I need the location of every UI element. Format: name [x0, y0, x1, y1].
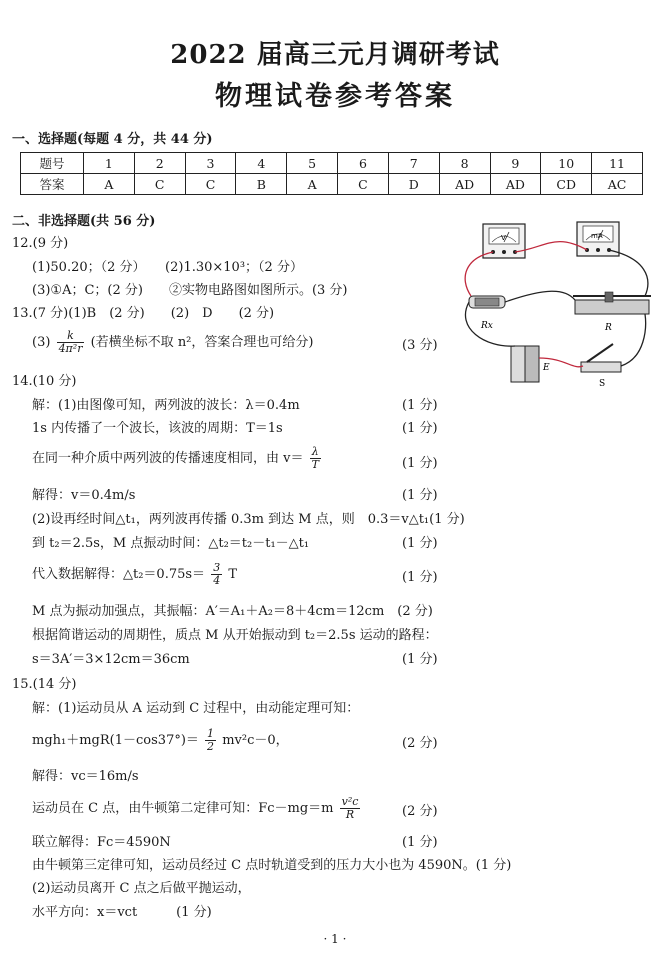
table-cell: 9: [490, 153, 541, 174]
table-cell: 5: [287, 153, 338, 174]
fraction-denominator: 4: [213, 574, 221, 587]
table-cell: A: [287, 174, 338, 195]
table-cell: C: [134, 174, 185, 195]
e-label: E: [543, 363, 550, 373]
q14-line1: 解：(1)由图像可知，两列波的波长：λ＝0.4m: [32, 398, 300, 413]
fraction-numerator: 3: [213, 561, 221, 574]
ammeter-label: mA: [591, 232, 603, 240]
q14-fraction-v: [310, 446, 321, 471]
table-cell: 4: [236, 153, 287, 174]
battery-icon: [511, 346, 550, 382]
q14-line4: 解得：v＝0.4m/s: [32, 488, 136, 503]
q15-line3: 解得：vc＝16m/s: [32, 769, 139, 784]
q14-line8: M 点为振动加强点，其振幅：A′＝A₁＋A₂＝8＋4cm＝12cm (2 分): [32, 604, 433, 619]
table-cell: 10: [541, 153, 592, 174]
q14-line5: (2)设再经时间△t₁，两列波再传播 0.3m 到达 M 点，则 0.3＝v△t₁(1 分): [32, 512, 465, 527]
switch-icon: [581, 344, 621, 389]
row-label: 题号: [21, 153, 84, 174]
q12-line2: (3)①A；C；(2 分) ②实物电路图如图所示。(3 分): [32, 283, 348, 298]
table-cell: C: [338, 174, 389, 195]
section2-heading: 二、非选择题(共 56 分): [12, 214, 156, 229]
q14-line9: 根据简谐运动的周期性，质点 M 从开始振动到 t₂＝2.5s 运动的路程：: [32, 628, 438, 643]
q12-line1: (1)50.20；（2 分） (2)1.30×10³；（2 分）: [32, 260, 303, 275]
fraction-denominator: 4π²r: [58, 342, 83, 355]
table-cell: 2: [134, 153, 185, 174]
q15-line1: 解：(1)运动员从 A 运动到 C 过程中，由动能定理可知：: [32, 701, 360, 716]
table-row-numbers: [21, 153, 643, 174]
q14-header: 14.(10 分): [12, 374, 77, 389]
fraction-numerator: k: [57, 330, 85, 343]
q14-score2: (1 分): [402, 421, 438, 436]
q14-score3: (1 分): [402, 456, 438, 471]
fraction-denominator: T: [311, 458, 319, 471]
q15-line4: [32, 796, 362, 821]
table-cell: AD: [490, 174, 541, 195]
q14-line7: [32, 562, 237, 587]
table-cell: CD: [541, 174, 592, 195]
table-cell: A: [84, 174, 135, 195]
q14-fraction-3-4: [211, 562, 222, 587]
voltmeter-label: V: [501, 234, 506, 242]
table-cell: 8: [439, 153, 490, 174]
page-title-2: 物理试卷参考答案: [215, 81, 455, 112]
circuit-diagram: [455, 218, 655, 393]
q14-line10: s＝3A′＝3×12cm＝36cm: [32, 652, 190, 667]
section1-heading: 一、选择题(每题 4 分，共 44 分): [12, 132, 213, 147]
q14-score6: (1 分): [402, 536, 438, 551]
table-cell: C: [185, 174, 236, 195]
q15-line8: 水平方向：x＝vct (1 分): [32, 905, 212, 920]
q14-line6: 到 t₂＝2.5s，M 点振动时间：△t₂＝t₂－t₁－△t₁: [32, 536, 310, 551]
q15-line6: 由牛顿第三定律可知，运动员经过 C 点时轨道受到的压力大小也为 4590N。(1 分): [32, 858, 512, 873]
q14-line7-suffix: T: [228, 567, 238, 582]
q13-fraction: [57, 330, 85, 355]
q13-prefix: (3): [32, 335, 51, 350]
page-title-1: 2022 届高三元月调研考试: [170, 40, 500, 70]
row-label: 答案: [21, 174, 84, 195]
q13-score: (3 分): [402, 338, 438, 353]
q14-line3: [32, 446, 323, 471]
q14-score1: (1 分): [402, 398, 438, 413]
table-cell: 1: [84, 153, 135, 174]
rheostat-icon: [573, 292, 651, 333]
q13-line1: 13.(7 分)(1)B (2 分) (2) D (2 分): [12, 306, 275, 321]
q14-line2: 1s 内传播了一个波长，该波的周期：T＝1s: [32, 421, 283, 436]
q15-score5: (1 分): [402, 835, 438, 850]
table-cell: 3: [185, 153, 236, 174]
resistor-rx-icon: [469, 296, 505, 331]
q15-line5: 联立解得：Fc＝4590N: [32, 835, 171, 850]
fraction-numerator: v²c: [341, 795, 359, 808]
q14-line7-text: 代入数据解得：△t₂＝0.75s＝: [32, 567, 206, 582]
q14-score10: (1 分): [402, 652, 438, 667]
q15-line2-text: mgh₁＋mgR(1－cos37°)＝: [32, 733, 199, 748]
s-label: S: [599, 379, 606, 389]
fraction-denominator: R: [345, 808, 355, 821]
q14-score4: (1 分): [402, 488, 438, 503]
q15-line2-suffix: mv²c－0，: [222, 733, 289, 748]
q14-score7: (1 分): [402, 570, 438, 585]
fraction-numerator: 1: [207, 727, 215, 740]
page-number: · 1 ·: [323, 932, 347, 946]
q15-line4-text: 运动员在 C 点，由牛顿第二定律可知：Fc－mg＝m: [32, 801, 334, 816]
q12-header: 12.(9 分): [12, 236, 69, 251]
q15-score4: (2 分): [402, 804, 438, 819]
q15-fraction-vc-r: [340, 796, 361, 821]
fraction-numerator: λ: [310, 446, 321, 459]
table-cell: AC: [592, 174, 643, 195]
q15-line7: (2)运动员离开 C 点之后做平抛运动，: [32, 881, 251, 896]
table-row-answers: [21, 174, 643, 195]
table-cell: 11: [592, 153, 643, 174]
rx-label: Rx: [481, 321, 493, 331]
answer-table: [20, 152, 643, 195]
r-label: R: [605, 323, 612, 333]
q13-line2: [32, 330, 313, 355]
q14-line3-text: 在同一种介质中两列波的传播速度相同，由 v＝: [32, 451, 304, 466]
table-cell: AD: [439, 174, 490, 195]
q15-score2: (2 分): [402, 736, 438, 751]
table-cell: D: [388, 174, 439, 195]
fraction-denominator: 2: [207, 740, 215, 753]
q15-line2: [32, 728, 289, 753]
table-cell: 7: [388, 153, 439, 174]
q15-fraction-half: [205, 728, 216, 753]
table-cell: B: [236, 174, 287, 195]
q13-suffix: (若横坐标不取 n²，答案合理也可给分): [90, 335, 314, 350]
table-cell: 6: [338, 153, 389, 174]
q15-header: 15.(14 分): [12, 677, 77, 692]
